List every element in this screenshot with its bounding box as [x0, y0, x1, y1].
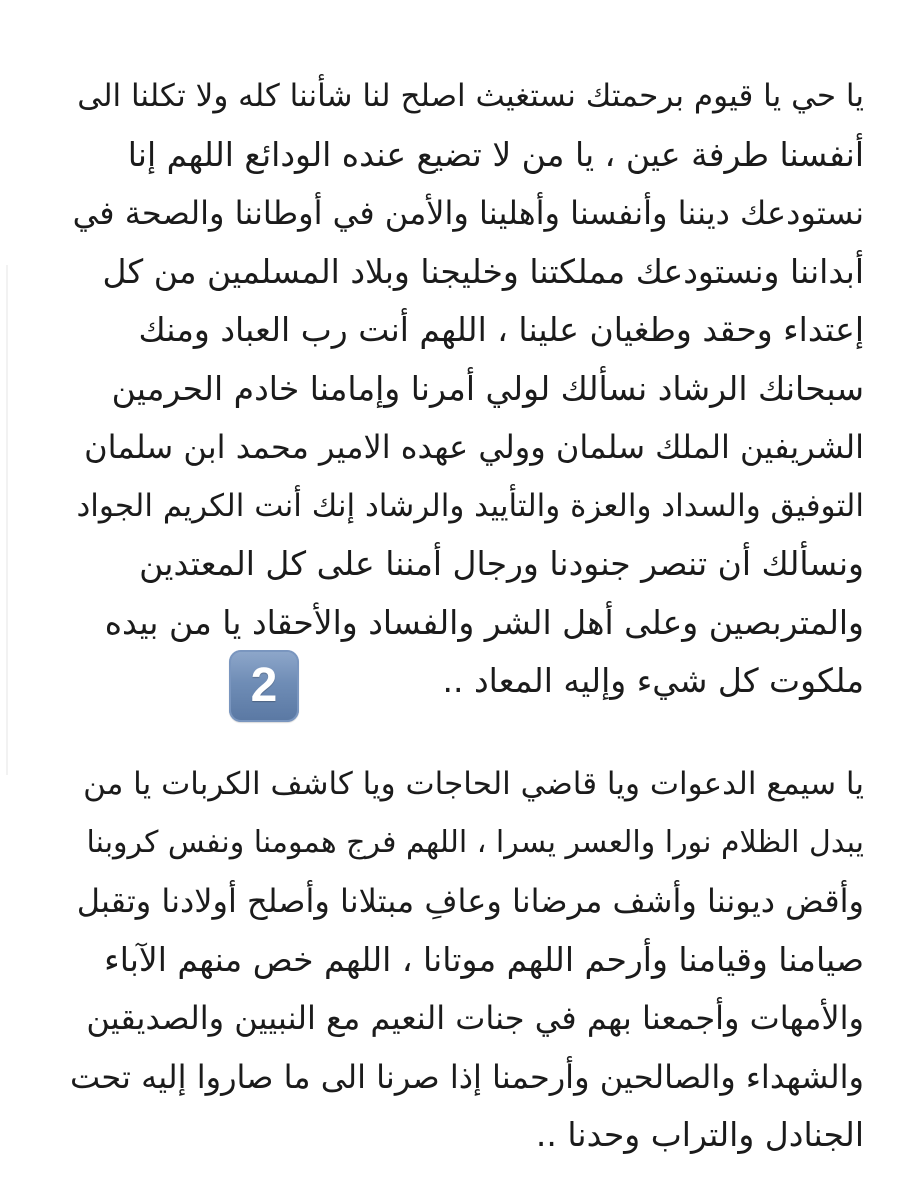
- paragraph-line: الجنادل والتراب وحدنا ..: [535, 1115, 864, 1154]
- paragraph-line: والأمهات وأجمعنا بهم في جنات النعيم مع النبيين والصديقين: [86, 999, 864, 1037]
- paragraph-line: وأقض ديوننا وأشف مرضانا وعافِ مبتلانا وأصلح أولادنا وتقبل: [76, 882, 864, 920]
- paragraph-line: أنفسنا طرفة عين ، يا من لا تضيع عنده الودائع اللهم إنا: [127, 134, 864, 174]
- paragraph-line: يبدل الظلام نورا والعسر يسرا ، اللهم فرج همومنا ونفس كروبنا: [86, 824, 864, 860]
- paragraph-line: التوفيق والسداد والعزة والتأييد والرشاد إنك أنت الكريم الجواد: [76, 487, 864, 524]
- paragraph-line: صيامنا وقيامنا وأرحم اللهم موتانا ، اللهم خص منهم الآباء: [104, 939, 864, 979]
- paragraph-line: ملكوت كل شيء وإليه المعاد ..: [442, 661, 864, 700]
- prayer-paragraph-1: [64, 67, 864, 711]
- paragraph-line: الشريفين الملك سلمان وولي عهده الامير محمد ابن سلمان: [84, 428, 864, 466]
- paragraph-line: أبداننا ونستودعك مملكتنا وخليجنا وبلاد المسلمين من كل: [102, 251, 864, 291]
- paragraph-line: يا سيمع الدعوات ويا قاضي الحاجات ويا كاشف الكربات يا من: [83, 766, 864, 802]
- paragraph-line: نستودعك ديننا وأنفسنا وأهلينا والأمن في أوطاننا والصحة في: [72, 194, 864, 232]
- paragraph-line: والمتربصين وعلى أهل الشر والفساد والأحقاد يا من بيده: [104, 602, 864, 642]
- paragraph-line: ونسألك أن تنصر جنودنا ورجال أمننا على كل المعتدين: [139, 544, 864, 583]
- page-edge-divider: [6, 265, 8, 775]
- paragraph-line: والشهداء والصالحين وأرحمنا إذا صرنا الى ما صاروا إليه تحت: [69, 1057, 864, 1096]
- paragraph-line: سبحانك الرشاد نسألك لولي أمرنا وإمامنا خادم الحرمين: [111, 368, 864, 408]
- prayer-paragraph-2: [64, 755, 864, 1165]
- keycap-digit-two-icon: [229, 650, 299, 722]
- badge-digit: 2: [250, 659, 278, 712]
- paragraph-line: يا حي يا قيوم برحمتك نستغيث اصلح لنا شأننا كله ولا تكلنا الى: [77, 78, 864, 114]
- paragraph-line: إعتداء وحقد وطغيان علينا ، اللهم أنت رب العباد ومنك: [138, 310, 864, 349]
